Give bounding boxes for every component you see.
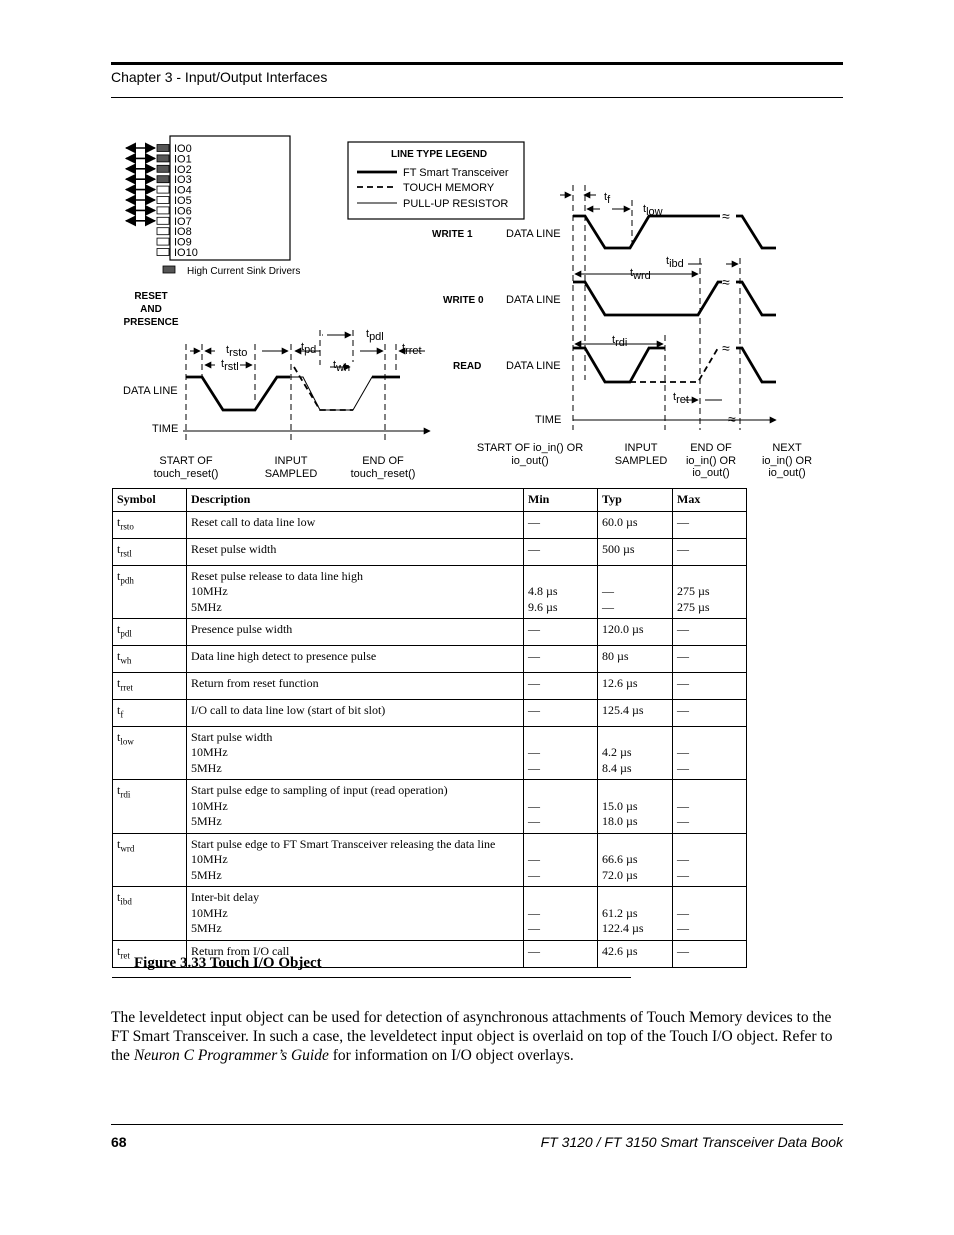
- table-row: [113, 619, 747, 646]
- time-break-icon: ≈: [728, 411, 736, 427]
- timing-spec-table: [112, 488, 747, 968]
- high-current-label: High Current Sink Drivers: [187, 266, 301, 277]
- max-cell: —: [673, 619, 747, 646]
- min-cell: —: [524, 619, 598, 646]
- typ-cell: 500 µs: [598, 538, 673, 565]
- desc-cell: Reset pulse release to data line high 10MHz 5MHz: [187, 565, 524, 619]
- io-pin-label: IO1: [174, 153, 192, 166]
- io-pin-label: IO10: [174, 247, 198, 259]
- typ-cell: 80 µs: [598, 646, 673, 673]
- symbol-cell: $t_f$: [113, 699, 187, 726]
- min-cell: —: [524, 538, 598, 565]
- paragraph-text-1: The leveldetect input object can be used for detection of asynchronous attachments of Touch Memory devices to the FT Smart Transceiver. In such a case, the leveldetect input object is overlaid on top of the Touch I/O object. Refer to the: [111, 1009, 833, 1064]
- table-row: [113, 646, 747, 673]
- wave-break-icon-1: ≈: [722, 208, 730, 224]
- min-cell: —: [524, 699, 598, 726]
- write0-data-line-label: DATA LINE: [506, 294, 561, 306]
- symbol-cell: $t_{rret}$: [113, 673, 187, 700]
- table-row: [113, 833, 747, 887]
- table-row: [113, 726, 747, 780]
- t-pdl-label: tpdl: [366, 328, 384, 343]
- symbol-cell: $t_{low}$: [113, 726, 187, 780]
- typ-cell: — —: [598, 565, 673, 619]
- reset-data-line-label: DATA LINE: [123, 385, 178, 397]
- reset-end-label-2: touch_reset(): [350, 468, 416, 480]
- min-cell: —: [524, 940, 598, 967]
- min-cell: — —: [524, 887, 598, 941]
- desc-cell: Start pulse edge to FT Smart Transceiver releasing the data line 10MHz 5MHz: [187, 833, 524, 887]
- max-cell: — —: [673, 726, 747, 780]
- typ-cell: 60.0 µs: [598, 512, 673, 539]
- t-ibd-label: tibd: [666, 255, 684, 270]
- reset-title-1: RESET: [134, 291, 168, 302]
- header-max: Max: [673, 489, 747, 512]
- table-row: [113, 887, 747, 941]
- legend-item-touch: TOUCH MEMORY: [403, 182, 495, 194]
- desc-cell: Reset pulse width: [187, 538, 524, 565]
- io-driver-icon: [157, 238, 169, 245]
- io-pin-label: IO9: [174, 236, 192, 249]
- reset-input-label-2: SAMPLED: [264, 468, 318, 480]
- io-driver-icon: [157, 145, 169, 152]
- min-cell: — —: [524, 780, 598, 834]
- io-driver-icon: [157, 249, 169, 256]
- io-driver-icon: [157, 155, 169, 162]
- table-row: [113, 538, 747, 565]
- min-cell: — —: [524, 726, 598, 780]
- line-type-legend: [348, 142, 524, 219]
- io-pin-label: IO0: [174, 143, 192, 155]
- min-cell: —: [524, 646, 598, 673]
- max-cell: —: [673, 940, 747, 967]
- symbol-cell: $t_{ibd}$: [113, 887, 187, 941]
- symbol-cell: $t_{ret}$: [113, 940, 187, 967]
- max-cell: —: [673, 538, 747, 565]
- book-title: FT 3120 / FT 3150 Smart Transceiver Data Book: [540, 1134, 843, 1150]
- typ-cell: 12.6 µs: [598, 673, 673, 700]
- wave-break-icon-3: ≈: [722, 340, 730, 356]
- header-symbol: Symbol: [113, 489, 187, 512]
- rw-input-label-1: INPUT: [624, 442, 658, 454]
- table-row: [113, 780, 747, 834]
- desc-cell: Reset call to data line low: [187, 512, 524, 539]
- desc-cell: Return from reset function: [187, 673, 524, 700]
- rw-next-label-3: io_out(): [768, 467, 806, 479]
- reset-presence-diagram: [123, 291, 430, 480]
- reset-start-label-2: touch_reset(): [153, 468, 219, 480]
- typ-cell: 15.0 µs 18.0 µs: [598, 780, 673, 834]
- io-driver-icon: [157, 217, 169, 224]
- t-low-label: tlow: [643, 203, 663, 218]
- t-f-label: tf: [604, 191, 611, 206]
- max-cell: — —: [673, 780, 747, 834]
- max-cell: —: [673, 512, 747, 539]
- table-row: [113, 512, 747, 539]
- read-data-line-label: DATA LINE: [506, 360, 561, 372]
- typ-cell: 66.6 µs 72.0 µs: [598, 833, 673, 887]
- wave-break-icon-2: ≈: [722, 274, 730, 290]
- io-driver-icon: [157, 176, 169, 183]
- max-cell: —: [673, 646, 747, 673]
- symbol-cell: $t_{wh}$: [113, 646, 187, 673]
- t-rdi-label: trdi: [612, 334, 628, 349]
- io-pin-label: IO3: [174, 174, 192, 187]
- typ-cell: 120.0 µs: [598, 619, 673, 646]
- desc-cell: Presence pulse width: [187, 619, 524, 646]
- typ-cell: 125.4 µs: [598, 699, 673, 726]
- symbol-cell: $t_{wrd}$: [113, 833, 187, 887]
- reset-end-label-1: END OF: [362, 455, 404, 467]
- max-cell: 275 µs 275 µs: [673, 565, 747, 619]
- t-wrd-label: twrd: [630, 267, 651, 282]
- symbol-cell: $t_{rdi}$: [113, 780, 187, 834]
- t-rsto-label: trsto: [226, 344, 248, 359]
- max-cell: —: [673, 673, 747, 700]
- io-driver-icon: [157, 165, 169, 172]
- paragraph-guide-title: Neuron C Programmer’s Guide: [133, 1047, 329, 1064]
- header-typ: Typ: [598, 489, 673, 512]
- table-row: [113, 699, 747, 726]
- legend-title: LINE TYPE LEGEND: [391, 149, 488, 160]
- t-rstl-label: trstl: [221, 358, 239, 373]
- rw-next-label-2: io_in() OR: [761, 455, 813, 467]
- rw-end-label-3: io_out(): [692, 467, 730, 479]
- typ-cell: 42.6 µs: [598, 940, 673, 967]
- io-pin-label: IO7: [174, 215, 192, 228]
- t-wh-label: twh: [333, 359, 351, 374]
- io-pin-label: IO8: [174, 226, 192, 239]
- header-description: Description: [187, 489, 524, 512]
- reset-time-label: TIME: [152, 423, 179, 435]
- rw-end-label-1: END OF: [690, 442, 732, 454]
- table-header-row: [113, 489, 747, 512]
- io-pin-label: IO2: [174, 163, 192, 176]
- symbol-cell: $t_{pdl}$: [113, 619, 187, 646]
- t-pd-label: tpd: [301, 341, 317, 356]
- reset-title-3: PRESENCE: [123, 317, 179, 328]
- typ-cell: 4.2 µs 8.4 µs: [598, 726, 673, 780]
- io-driver-icon: [157, 207, 169, 214]
- io-pin-label: IO6: [174, 205, 192, 218]
- footer-rule: [111, 1124, 843, 1125]
- table-row: [113, 565, 747, 619]
- high-current-sink-icon: [163, 266, 175, 273]
- page-number: 68: [111, 1134, 127, 1150]
- symbol-cell: $t_{rsto}$: [113, 512, 187, 539]
- legend-item-pullup: PULL-UP RESISTOR: [403, 198, 509, 210]
- rw-start-label-2: io_out(): [511, 455, 549, 467]
- io-pin-label: IO5: [174, 195, 192, 207]
- figure-caption: Figure 3.33 Touch I/O Object: [134, 955, 322, 971]
- symbol-cell: $t_{rstl}$: [113, 538, 187, 565]
- min-cell: — —: [524, 833, 598, 887]
- desc-cell: I/O call to data line low (start of bit slot): [187, 699, 524, 726]
- typ-cell: 61.2 µs 122.4 µs: [598, 887, 673, 941]
- min-cell: —: [524, 512, 598, 539]
- paragraph-text-2: for information on I/O object overlays.: [328, 1047, 574, 1064]
- body-paragraph: [111, 1008, 846, 1065]
- io-pin-label: IO4: [174, 184, 192, 197]
- rw-end-label-2: io_in() OR: [685, 455, 737, 467]
- write1-data-line-label: DATA LINE: [506, 228, 561, 240]
- max-cell: — —: [673, 833, 747, 887]
- io-pin-block: [126, 136, 300, 277]
- reset-input-label-1: INPUT: [274, 455, 308, 467]
- t-ret-label: tret: [673, 391, 689, 406]
- read-label: READ: [453, 361, 482, 372]
- desc-cell: Inter-bit delay 10MHz 5MHz: [187, 887, 524, 941]
- symbol-cell: $t_{pdh}$: [113, 565, 187, 619]
- write1-label: WRITE 1: [432, 229, 473, 240]
- rw-time-label: TIME: [535, 414, 562, 426]
- desc-cell: Return from I/O call: [187, 940, 524, 967]
- min-cell: 4.8 µs 9.6 µs: [524, 565, 598, 619]
- chapter-title: Chapter 3 - Input/Output Interfaces: [111, 69, 328, 85]
- caption-rule: [112, 977, 631, 978]
- max-cell: —: [673, 699, 747, 726]
- touch-io-timing-diagram: [0, 0, 954, 490]
- rw-next-label-1: NEXT: [772, 442, 802, 454]
- table-row: [113, 673, 747, 700]
- min-cell: —: [524, 673, 598, 700]
- max-cell: — —: [673, 887, 747, 941]
- reset-title-2: AND: [140, 304, 162, 315]
- io-driver-icon: [157, 197, 169, 204]
- rw-input-label-2: SAMPLED: [614, 455, 668, 467]
- io-driver-icon: [157, 228, 169, 235]
- t-rret-label: trret: [402, 342, 422, 357]
- legend-item-ft: FT Smart Transceiver: [403, 167, 509, 179]
- write0-label: WRITE 0: [443, 295, 484, 306]
- io-driver-icon: [157, 186, 169, 193]
- desc-cell: Start pulse width 10MHz 5MHz: [187, 726, 524, 780]
- desc-cell: Data line high detect to presence pulse: [187, 646, 524, 673]
- rw-start-label-1: START OF io_in() OR: [476, 442, 584, 454]
- desc-cell: Start pulse edge to sampling of input (read operation) 10MHz 5MHz: [187, 780, 524, 834]
- header-min: Min: [524, 489, 598, 512]
- read-write-diagram: [432, 185, 812, 479]
- reset-start-label-1: START OF: [159, 455, 213, 467]
